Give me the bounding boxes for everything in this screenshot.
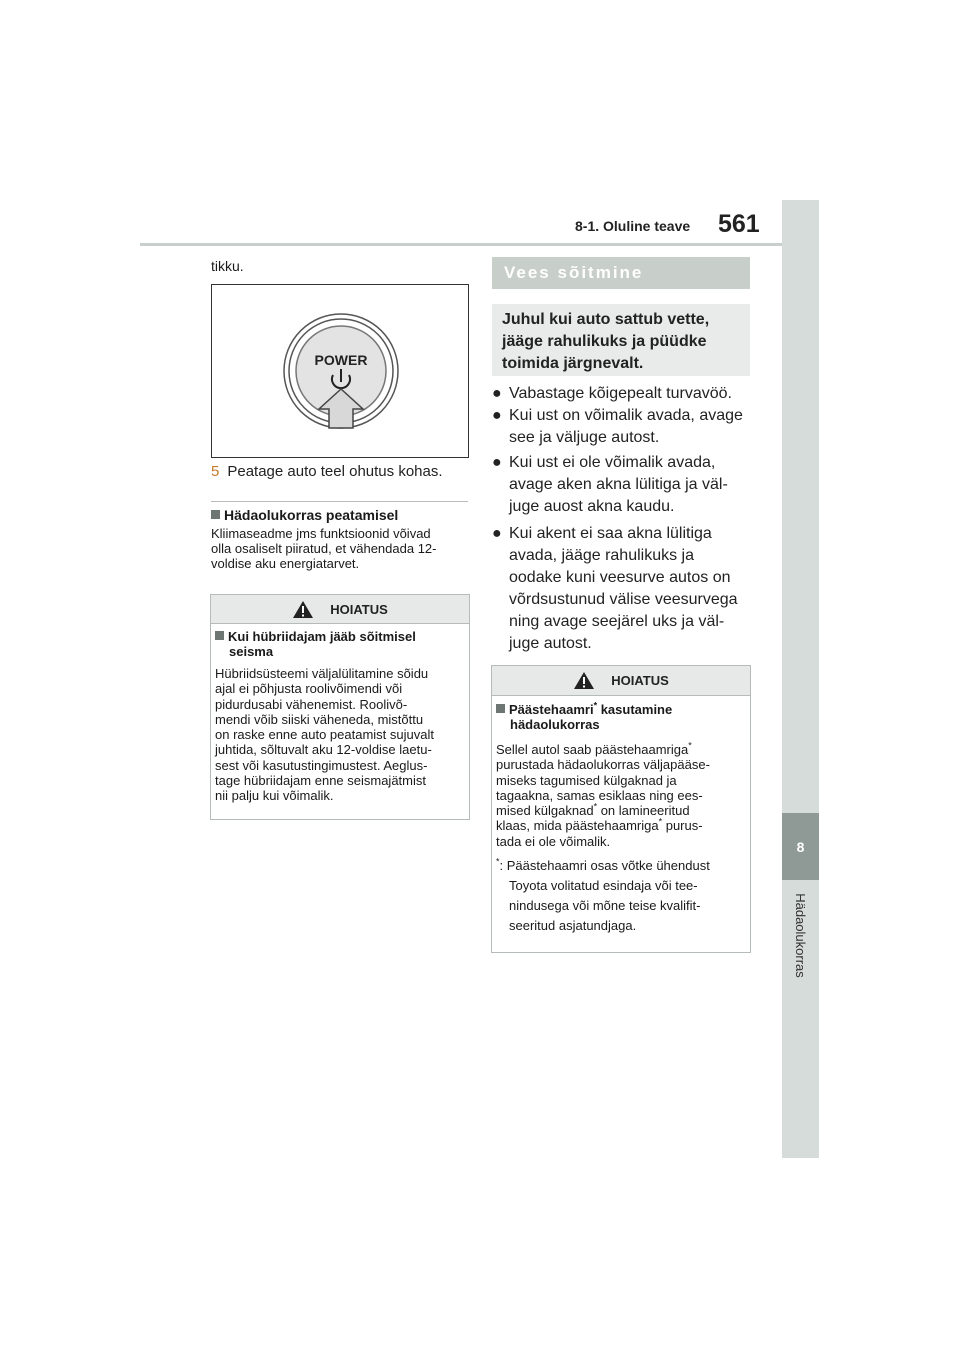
bullet-dot-icon: ● (492, 407, 502, 424)
subsection-body: Kliimaseadme jms funktsioonid võivad olla osaliselt piiratud, et vähendada 12- voldise aku energiatarvet. (211, 526, 437, 571)
square-bullet-icon (211, 510, 220, 519)
step-text: Peatage auto teel ohutus kohas. (227, 463, 443, 480)
warning-heading: HOIATUS (211, 595, 469, 624)
side-tab-number: 8 (782, 813, 819, 880)
bullet-dot-icon: ● (492, 454, 502, 471)
step-5 (211, 463, 443, 480)
footnote: *: Päästehaamri osas võtke ühendust Toyota volitatud esindaja või tee- nindusega või mõne teise kvalifit- seeritud asjatundjaga. (496, 856, 710, 933)
power-label: POWER (314, 352, 368, 368)
square-bullet-icon (215, 631, 224, 640)
warning-title: Kui hübriidajam jääb sõitmisel seisma (215, 629, 416, 659)
warning-triangle-icon (573, 671, 595, 690)
page-number: 561 (718, 210, 760, 238)
power-button-illustration (212, 285, 468, 457)
warning-box-hybrid (210, 594, 470, 820)
bullet-dot-icon: ● (492, 385, 502, 402)
power-button-figure (211, 284, 469, 458)
step-number: 5 (211, 463, 220, 480)
warning-triangle-icon (292, 600, 314, 619)
square-bullet-icon (496, 704, 505, 713)
subsection-title: Hädaolukorras peatamisel (211, 507, 398, 523)
side-tab (782, 200, 819, 1158)
section-band-title: Vees sõitmine (492, 257, 750, 289)
warning-title: Päästehaamri* kasutamine hädaolukorras (496, 702, 672, 732)
divider (211, 501, 468, 502)
warning-body: Hübriidsüsteemi väljalülitamine sõidu ajal ei põhjusta roolivõimendi või pidurdusabi vähenemist. Roolivõ- mendi võib siiski väheneda, mistõttu on raske enne auto peatamist sujuvalt juhtida, sõltuvalt aku 12-voldise laetu- sest või kasutustingimustest. Aeglus- tage hübriidajam enne seismajätmist nii palju kui võimalik. (215, 666, 434, 804)
section-intro: Juhul kui auto sattub vette, jääge rahulikuks ja püüdke toimida järgnevalt. (492, 304, 750, 376)
header-rule (140, 243, 782, 246)
warning-heading: HOIATUS (492, 666, 750, 696)
section-title: 8-1. Oluline teave (575, 218, 691, 234)
side-tab-label: Hädaolukorras (792, 892, 808, 978)
warning-box-hammer (491, 665, 751, 953)
warning-body: Sellel autol saab päästehaamriga* purustada hädaolukorras väljapääse- miseks tagumised külgaknad ja tagaakna, samas esiklaas ning ees- mised külgaknad* on lamineeritud klaas, mida päästehaamriga* purus- tada ei ole võimalik. (496, 740, 710, 849)
bullet-dot-icon: ● (492, 525, 502, 542)
intro-word: tikku. (211, 258, 244, 274)
